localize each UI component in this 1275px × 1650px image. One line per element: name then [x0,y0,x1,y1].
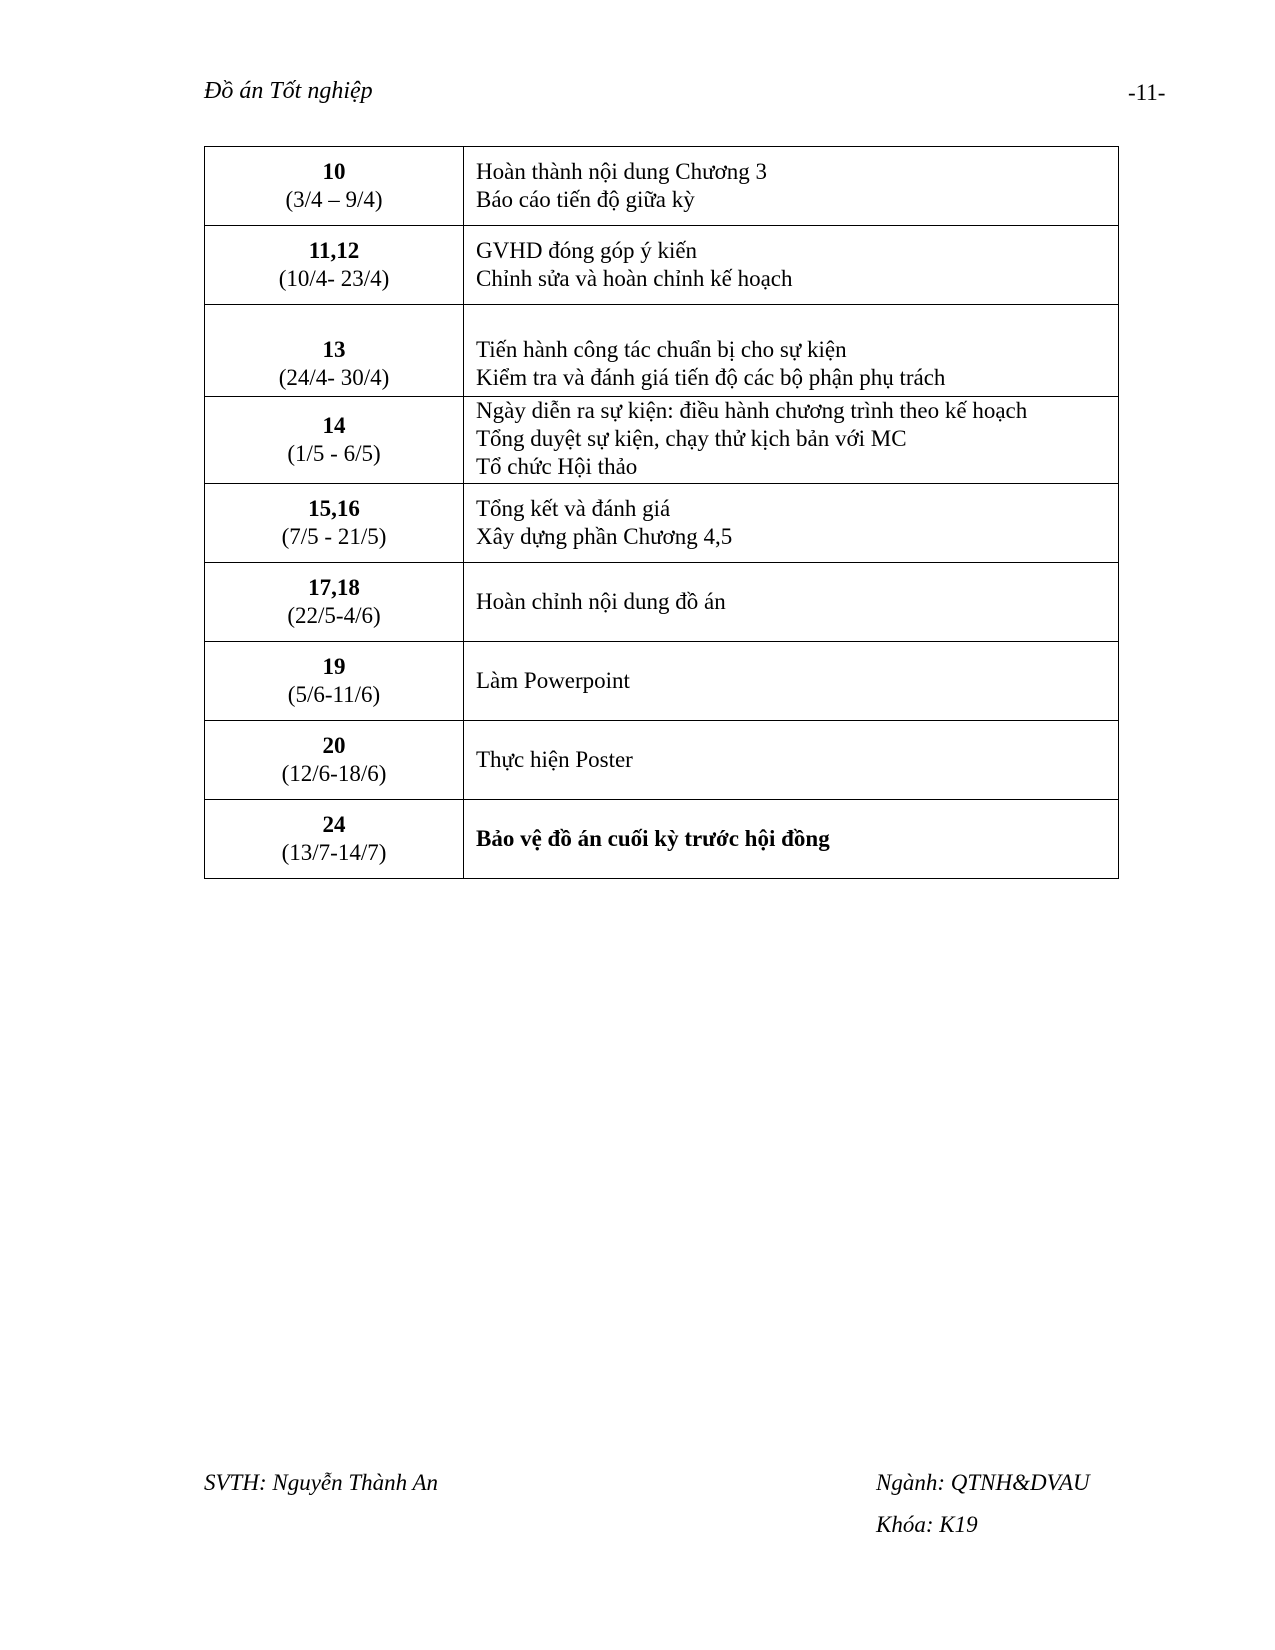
week-cell [205,800,464,879]
week-dates: (22/5-4/6) [287,603,381,628]
task-line: Tiến hành công tác chuẩn bị cho sự kiện [476,337,847,362]
document-header-title: Đồ án Tốt nghiệp [204,78,373,104]
table-row [205,642,1119,721]
week-number: 14 [322,413,346,438]
table-row [205,721,1119,800]
task-line: Tổng duyệt sự kiện, chạy thử kịch bản với MC [476,426,907,451]
task-cell [464,147,1119,226]
task-line: Hoàn thành nội dung Chương 3 [476,159,768,184]
week-cell [205,721,464,800]
task-line: Bảo vệ đồ án cuối kỳ trước hội đồng [476,826,830,851]
week-number: 20 [322,733,346,758]
week-cell [205,305,464,397]
task-cell [464,226,1119,305]
task-cell [464,642,1119,721]
week-number: 11,12 [308,238,360,263]
task-line: Thực hiện Poster [476,747,633,772]
task-cell [464,305,1119,397]
task-line: Xây dựng phần Chương 4,5 [476,524,733,549]
schedule-table-body [205,147,1119,879]
table-row [205,305,1119,397]
week-number: 24 [322,812,346,837]
week-cell [205,642,464,721]
task-line: Tổ chức Hội thảo [476,454,638,479]
week-cell [205,397,464,484]
week-dates: (3/4 – 9/4) [285,187,383,212]
table-row [205,147,1119,226]
page-number: -11- [1128,80,1166,105]
table-row [205,484,1119,563]
task-line: Hoàn chỉnh nội dung đồ án [476,589,726,614]
week-dates: (5/6-11/6) [287,682,381,707]
task-line: Tổng kết và đánh giá [476,496,671,521]
task-line: Chỉnh sửa và hoàn chỉnh kế hoạch [476,266,793,291]
footer-student: SVTH: Nguyễn Thành An [204,1470,439,1495]
task-line: GVHD đóng góp ý kiến [476,238,698,263]
week-number: 10 [322,159,346,184]
week-number: 15,16 [308,496,360,521]
week-dates: (12/6-18/6) [281,761,387,786]
task-line: Ngày diễn ra sự kiện: điều hành chương trình theo kế hoạch [476,398,1028,423]
week-cell [205,147,464,226]
task-cell [464,484,1119,563]
week-dates: (24/4- 30/4) [278,365,390,390]
footer-course: Khóa: K19 [876,1512,978,1537]
task-cell [464,397,1119,484]
week-dates: (7/5 - 21/5) [281,524,387,549]
week-number: 13 [322,337,346,362]
footer-major: Ngành: QTNH&DVAU [876,1470,1090,1495]
week-dates: (13/7-14/7) [281,840,387,865]
task-line: Báo cáo tiến độ giữa kỳ [476,187,695,212]
week-dates: (10/4- 23/4) [278,266,390,291]
week-dates: (1/5 - 6/5) [287,441,381,466]
table-row [205,800,1119,879]
task-cell [464,721,1119,800]
table-row [205,563,1119,642]
week-cell [205,563,464,642]
week-cell [205,226,464,305]
task-line: Làm Powerpoint [476,668,630,693]
table-row [205,226,1119,305]
task-cell [464,563,1119,642]
table-row [205,397,1119,484]
week-number: 19 [322,654,346,679]
task-cell [464,800,1119,879]
schedule-table [204,146,1119,879]
task-line: Kiểm tra và đánh giá tiến độ các bộ phận phụ trách [476,365,946,390]
week-cell [205,484,464,563]
week-number: 17,18 [308,575,360,600]
